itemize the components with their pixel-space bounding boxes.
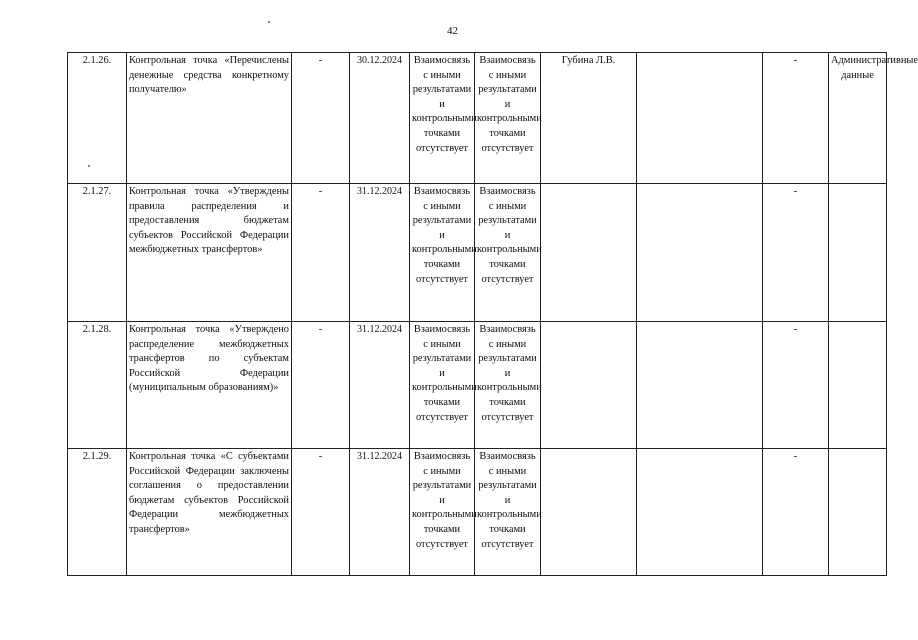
successor-link: Взаимосвязь с иными результатами и контрольными точками отсутствует bbox=[475, 184, 541, 322]
responsible-person bbox=[541, 184, 637, 322]
dash-cell: - bbox=[763, 184, 829, 322]
due-date: 31.12.2024 bbox=[350, 322, 410, 449]
dash-cell: - bbox=[763, 322, 829, 449]
row-number: 2.1.26. bbox=[68, 53, 127, 184]
empty-cell bbox=[637, 449, 763, 576]
table-row bbox=[68, 184, 887, 322]
predecessor-link: Взаимосвязь с иными результатами и контрольными точками отсутствует bbox=[410, 449, 475, 576]
information-source bbox=[829, 449, 887, 576]
information-source bbox=[829, 322, 887, 449]
dash-cell: - bbox=[763, 449, 829, 576]
responsible-person bbox=[541, 322, 637, 449]
predecessor-link: Взаимосвязь с иными результатами и контрольными точками отсутствует bbox=[410, 53, 475, 184]
table-row bbox=[68, 53, 887, 184]
row-number: 2.1.29. bbox=[68, 449, 127, 576]
control-point-name: Контрольная точка «Утверждено распределение межбюджетных трансфертов по субъектам Российской Федерации (муниципальным образованиям)» bbox=[127, 322, 292, 449]
information-source bbox=[829, 184, 887, 322]
control-points-table bbox=[67, 52, 918, 576]
table-row bbox=[68, 322, 887, 449]
due-date: 31.12.2024 bbox=[350, 449, 410, 576]
predecessor-link: Взаимосвязь с иными результатами и контрольными точками отсутствует bbox=[410, 184, 475, 322]
empty-cell bbox=[637, 322, 763, 449]
scan-speck bbox=[268, 21, 270, 23]
page-number: 42 bbox=[447, 25, 458, 37]
successor-link: Взаимосвязь с иными результатами и контрольными точками отсутствует bbox=[475, 449, 541, 576]
base-value-cell: - bbox=[292, 184, 350, 322]
control-point-name: Контрольная точка «Утверждены правила распределения и предоставления бюджетам субъектов Российской Федерации межбюджетных трансфертов» bbox=[127, 184, 292, 322]
dash-cell: - bbox=[763, 53, 829, 184]
base-value-cell: - bbox=[292, 322, 350, 449]
control-point-name: Контрольная точка «С субъектами Российской Федерации заключены соглашения о предоставлении бюджетам субъектов Российской Федерации межбюджетных трансфертов» bbox=[127, 449, 292, 576]
base-value-cell: - bbox=[292, 53, 350, 184]
control-point-name: Контрольная точка «Перечислены денежные средства конкретному получателю» bbox=[127, 53, 292, 184]
empty-cell bbox=[637, 184, 763, 322]
base-value-cell: - bbox=[292, 449, 350, 576]
responsible-person: Губина Л.В. bbox=[541, 53, 637, 184]
responsible-person bbox=[541, 449, 637, 576]
row-number: 2.1.28. bbox=[68, 322, 127, 449]
due-date: 31.12.2024 bbox=[350, 184, 410, 322]
information-source: Административные данные bbox=[829, 53, 887, 184]
successor-link: Взаимосвязь с иными результатами и контрольными точками отсутствует bbox=[475, 53, 541, 184]
predecessor-link: Взаимосвязь с иными результатами и контрольными точками отсутствует bbox=[410, 322, 475, 449]
table-row bbox=[68, 449, 887, 576]
due-date: 30.12.2024 bbox=[350, 53, 410, 184]
empty-cell bbox=[637, 53, 763, 184]
successor-link: Взаимосвязь с иными результатами и контрольными точками отсутствует bbox=[475, 322, 541, 449]
row-number: 2.1.27. bbox=[68, 184, 127, 322]
